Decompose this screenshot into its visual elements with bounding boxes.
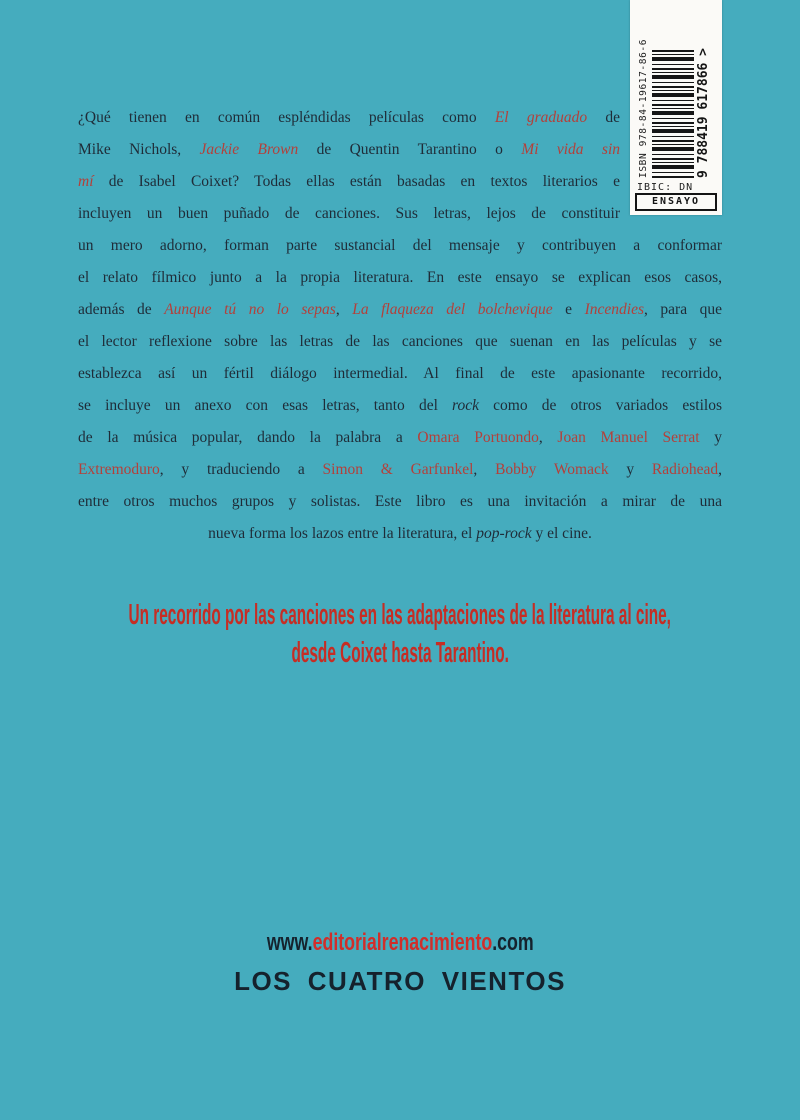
highlighted-text: Omara Portuondo [417, 429, 539, 446]
body-text-segment: e [552, 301, 585, 318]
body-text-segment: , para que [643, 301, 723, 318]
imprint-name: LOS CUATRO VIENTOS [234, 966, 566, 996]
tagline-line-2: desde Coixet hasta Tarantino. [291, 637, 509, 669]
url-domain: editorialrenacimiento [312, 929, 492, 956]
body-text-segment: y el cine. [531, 525, 592, 542]
highlighted-text: rock [452, 397, 479, 414]
body-text-segment: un mero adorno, forman parte sustancial del mensaje y contribuyen a conformar [78, 237, 722, 254]
highlighted-text: Simon & Garfunkel [322, 461, 474, 478]
body-text-segment: , [473, 461, 496, 478]
body-line [78, 390, 722, 422]
url-prefix: www. [266, 929, 313, 956]
highlighted-text: Joan Manuel Serrat [557, 429, 700, 446]
publisher-footer [0, 928, 800, 997]
body-line [78, 198, 620, 230]
body-text-segment: además de [78, 301, 165, 318]
body-line [78, 102, 620, 134]
body-text-segment: se incluye un anexo con esas letras, tanto del [78, 397, 453, 414]
barcode-digit-group: 9 [696, 170, 711, 178]
highlighted-text: La flaqueza del bolchevique [352, 301, 553, 318]
body-text-segment: de [587, 109, 620, 126]
ibic-code: IBIC: DN [637, 182, 694, 193]
body-text-segment: y [608, 461, 652, 478]
highlighted-text: mí [78, 173, 94, 190]
body-text-segment: , [718, 461, 723, 478]
highlighted-text: Radiohead [651, 461, 719, 478]
body-line [78, 326, 722, 358]
highlighted-text: Jackie Brown [199, 141, 299, 158]
body-line [78, 134, 620, 166]
body-line [78, 358, 722, 390]
body-text-segment: nueva forma los lazos entre la literatura, el [208, 525, 477, 542]
website-url [0, 928, 800, 958]
body-text-segment: incluyen un buen puñado de canciones. Sus letras, lejos de constituir [78, 205, 620, 222]
body-line [78, 518, 722, 550]
body-text-segment: , y traduciendo a [159, 461, 323, 478]
back-cover-blurb [78, 102, 722, 550]
body-text-segment: Mike Nichols, [78, 141, 200, 158]
highlighted-text: pop-rock [476, 525, 532, 542]
body-text-segment: ¿Qué tienen en común espléndidas películas como [78, 109, 495, 126]
body-text-segment: , [538, 429, 558, 446]
tagline [0, 596, 800, 672]
highlighted-text: Incendies [584, 301, 644, 318]
barcode-digit-group: 788419 [696, 116, 711, 164]
highlighted-text: Mi vida sin [521, 141, 620, 158]
url-suffix: .com [491, 929, 534, 956]
highlighted-text: Bobby Womack [495, 461, 609, 478]
tagline-line-1: Un recorrido por las canciones en las adaptaciones de la literatura al cine, [128, 599, 672, 631]
body-text-segment: de la música popular, dando la palabra a [78, 429, 418, 446]
isbn-label: ISBN 978-84-19617-86-6 [638, 38, 649, 178]
body-line [78, 486, 722, 518]
barcode-digit-group: > [696, 48, 711, 56]
body-line [78, 294, 722, 326]
body-text-segment: el relato fílmico junto a la propia literatura. En este ensayo se explican esos casos, [78, 269, 722, 286]
body-line [78, 262, 722, 294]
highlighted-text: Aunque tú no lo sepas [164, 301, 336, 318]
body-text-segment: el lector reflexione sobre las letras de las canciones que suenan en las películas y se [78, 333, 722, 350]
body-line [78, 454, 722, 486]
body-text-segment: entre otros muchos grupos y solistas. Este libro es una invitación a mirar de una [78, 493, 722, 510]
body-text-segment: , [335, 301, 353, 318]
body-text-segment: como de otros variados estilos [479, 397, 722, 414]
body-text-segment: de Quentin Tarantino o [298, 141, 522, 158]
body-text-segment: y [699, 429, 723, 446]
body-line [78, 230, 722, 262]
highlighted-text: El graduado [494, 109, 588, 126]
highlighted-text: Extremoduro [78, 461, 160, 478]
barcode-digit-group: 617866 [696, 62, 711, 110]
body-text-segment: de Isabel Coixet? Todas ellas están basadas en textos literarios e [93, 173, 620, 190]
body-line [78, 422, 722, 454]
category-label: ENSAYO [635, 193, 717, 211]
body-line [78, 166, 620, 198]
body-text-segment: establezca así un fértil diálogo intermedial. Al final de este apasionante recorrido, [78, 365, 722, 382]
